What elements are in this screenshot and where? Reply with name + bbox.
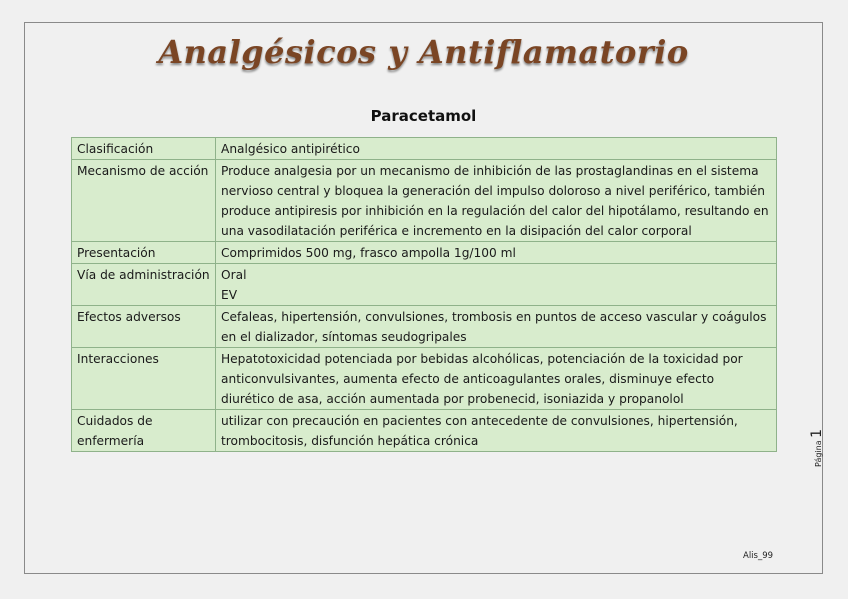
- table-row: [72, 138, 777, 160]
- page-number: 1: [809, 428, 825, 438]
- row-value: Analgésico antipirético: [216, 138, 777, 160]
- author-credit: Alis_99: [743, 551, 774, 561]
- row-label: Efectos adversos: [72, 306, 216, 348]
- row-label: Interacciones: [72, 348, 216, 410]
- row-value: utilizar con precaución en pacientes con antecedente de convulsiones, hipertensión, trombocitosis, disfunción hepática crónica: [216, 410, 777, 452]
- row-value: Comprimidos 500 mg, frasco ampolla 1g/100 ml: [216, 242, 777, 264]
- drug-title: Paracetamol: [370, 107, 477, 125]
- row-label: Vía de administración: [72, 264, 216, 306]
- table-row: [72, 348, 777, 410]
- document-page: [24, 22, 823, 574]
- row-value: Hepatotoxicidad potenciada por bebidas alcohólicas, potenciación de la toxicidad por anticonvulsivantes, aumenta efecto de anticoagulantes orales, disminuye efecto diurético de asa, acción aumentada por probenecid, isoniazida y propanolol: [216, 348, 777, 410]
- row-value: Produce analgesia por un mecanismo de inhibición de las prostaglandinas en el sistema nervioso central y bloquea la generación del impulso doloroso a nivel periférico, también produce antipiresis por inhibición en la regulación del calor del hipotálamo, resultando en una vasodilatación periférica e incremento en la disipación del calor corporal: [216, 160, 777, 242]
- page-label-text: Página: [814, 440, 823, 467]
- table-row: [72, 264, 777, 306]
- main-title: Analgésicos y Antiflamatorio: [158, 33, 689, 71]
- row-label: Clasificación: [72, 138, 216, 160]
- page-number-label: [809, 429, 825, 467]
- row-value: Cefaleas, hipertensión, convulsiones, trombosis en puntos de acceso vascular y coágulos en el dializador, síntomas seudogripales: [216, 306, 777, 348]
- row-value: Oral EV: [216, 264, 777, 306]
- drug-info-table: [71, 137, 777, 452]
- table-row: [72, 306, 777, 348]
- table-row: [72, 160, 777, 242]
- table-row: [72, 410, 777, 452]
- table-row: [72, 242, 777, 264]
- row-label: Mecanismo de acción: [72, 160, 216, 242]
- row-label: Cuidados de enfermería: [72, 410, 216, 452]
- row-label: Presentación: [72, 242, 216, 264]
